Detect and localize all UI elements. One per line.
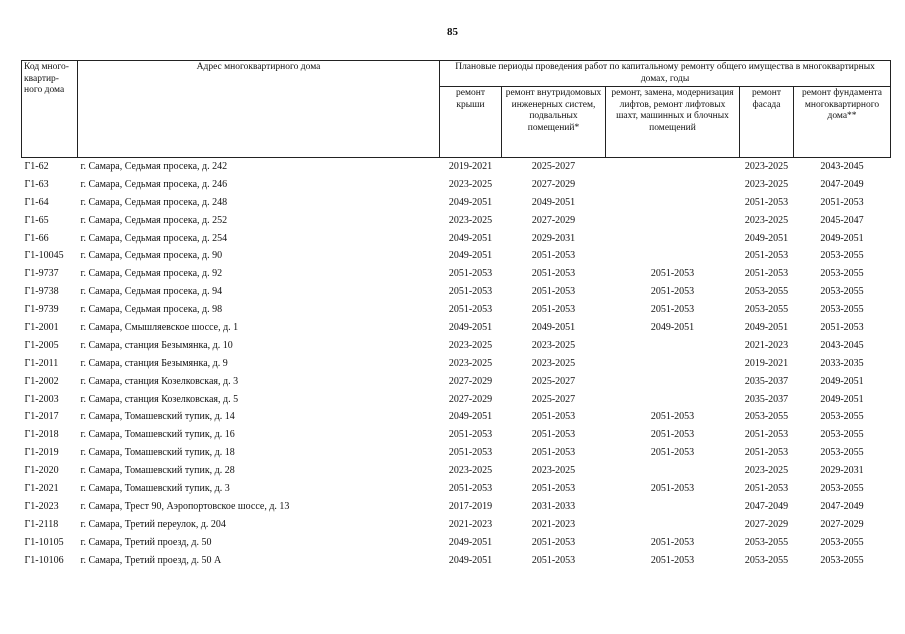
cell-code: Г1-9738	[24, 286, 59, 298]
cell-roof: 2049-2051	[448, 196, 493, 208]
cell-foundation: 2053-2055	[820, 304, 864, 316]
cell-lifts	[606, 516, 740, 534]
cell-facade: 2019-2021	[744, 357, 789, 369]
table-row	[22, 552, 891, 570]
table-row	[22, 462, 891, 480]
cell-facade: 2053-2055	[744, 304, 789, 316]
cell-roof: 2051-2053	[448, 286, 493, 298]
cell-address: г. Самара, Седьмая просека, д. 90	[80, 250, 223, 262]
cell-code: Г1-2019	[24, 447, 59, 459]
cell-foundation: 2053-2055	[820, 286, 864, 298]
cell-systems: 2051-2053	[531, 411, 576, 423]
cell-facade: 2023-2025	[744, 214, 789, 226]
header-lifts: ремонт, замена, модернизация лифтов, ремонт лифтовых шахт, машинных и блочных помещений	[606, 87, 740, 158]
cell-facade: 2035-2037	[744, 393, 789, 405]
table-row	[22, 247, 891, 265]
cell-foundation: 2043-2045	[820, 160, 864, 172]
cell-systems: 2025-2027	[531, 375, 576, 387]
cell-systems: 2049-2051	[531, 196, 576, 208]
cell-lifts	[606, 337, 740, 355]
cell-lifts	[606, 391, 740, 409]
table-row	[22, 176, 891, 194]
cell-address: г. Самара, Третий проезд, д. 50 А	[80, 554, 222, 566]
cell-foundation: 2049-2051	[820, 393, 864, 405]
cell-lifts: 2051-2053	[650, 482, 695, 494]
cell-roof: 2049-2051	[448, 411, 493, 423]
cell-code: Г1-62	[24, 160, 49, 172]
cell-roof: 2019-2021	[448, 160, 493, 172]
cell-roof: 2049-2051	[448, 250, 493, 262]
cell-facade: 2047-2049	[744, 500, 789, 512]
cell-address: г. Самара, Томашевский тупик, д. 3	[80, 482, 230, 494]
table-row	[22, 230, 891, 248]
table-row	[22, 301, 891, 319]
table-row	[22, 337, 891, 355]
cell-code: Г1-10105	[24, 536, 64, 548]
cell-foundation: 2053-2055	[820, 482, 864, 494]
cell-lifts	[606, 247, 740, 265]
cell-code: Г1-2003	[24, 393, 59, 405]
cell-foundation: 2043-2045	[820, 339, 864, 351]
cell-facade: 2053-2055	[744, 286, 789, 298]
cell-foundation: 2027-2029	[820, 518, 864, 530]
header-periods: Плановые периоды проведения работ по капитальному ремонту общего имущества в многоквартирных домах, годы	[440, 61, 891, 87]
cell-foundation: 2051-2053	[820, 196, 864, 208]
cell-systems: 2051-2053	[531, 429, 576, 441]
cell-systems: 2051-2053	[531, 554, 576, 566]
cell-facade: 2051-2053	[744, 250, 789, 262]
cell-systems: 2051-2053	[531, 447, 576, 459]
table-row	[22, 194, 891, 212]
table-row	[22, 480, 891, 498]
cell-address: г. Самара, Томашевский тупик, д. 28	[80, 465, 235, 477]
header-address: Адрес многоквартирного дома	[78, 61, 440, 158]
cell-lifts	[606, 462, 740, 480]
cell-lifts: 2051-2053	[650, 304, 695, 316]
cell-foundation: 2033-2035	[820, 357, 864, 369]
table-row	[22, 426, 891, 444]
cell-address: г. Самара, Третий проезд, д. 50	[80, 536, 212, 548]
table-row	[22, 373, 891, 391]
cell-lifts: 2049-2051	[650, 321, 695, 333]
cell-code: Г1-9737	[24, 268, 59, 280]
cell-roof: 2023-2025	[448, 357, 493, 369]
cell-lifts	[606, 355, 740, 373]
table-row	[22, 516, 891, 534]
cell-code: Г1-2020	[24, 465, 59, 477]
table-row	[22, 355, 891, 373]
cell-facade: 2035-2037	[744, 375, 789, 387]
cell-systems: 2049-2051	[531, 321, 576, 333]
cell-facade: 2053-2055	[744, 536, 789, 548]
cell-code: Г1-2018	[24, 429, 59, 441]
cell-roof: 2049-2051	[448, 321, 493, 333]
cell-foundation: 2045-2047	[820, 214, 864, 226]
cell-address: г. Самара, Томашевский тупик, д. 14	[80, 411, 235, 423]
cell-lifts: 2051-2053	[650, 447, 695, 459]
cell-roof: 2023-2025	[448, 214, 493, 226]
cell-address: г. Самара, Седьмая просека, д. 248	[80, 196, 228, 208]
cell-facade: 2023-2025	[744, 178, 789, 190]
table-row	[22, 444, 891, 462]
header-systems: ремонт внутридомовых инженерных систем, подвальных помещений*	[502, 87, 606, 158]
cell-facade: 2051-2053	[744, 447, 789, 459]
table-row	[22, 212, 891, 230]
cell-code: Г1-64	[24, 196, 49, 208]
cell-code: Г1-2023	[24, 500, 59, 512]
cell-systems: 2051-2053	[531, 250, 576, 262]
cell-address: г. Самара, Томашевский тупик, д. 18	[80, 447, 235, 459]
cell-systems: 2051-2053	[531, 286, 576, 298]
cell-roof: 2051-2053	[448, 304, 493, 316]
cell-roof: 2027-2029	[448, 375, 493, 387]
page-number: 85	[447, 26, 458, 38]
table-row	[22, 319, 891, 337]
cell-facade: 2051-2053	[744, 196, 789, 208]
cell-address: г. Самара, Томашевский тупик, д. 16	[80, 429, 235, 441]
header-roof: ремонт крыши	[440, 87, 502, 158]
cell-lifts	[606, 194, 740, 212]
cell-code: Г1-10106	[24, 554, 64, 566]
cell-roof: 2049-2051	[448, 232, 493, 244]
cell-roof: 2051-2053	[448, 447, 493, 459]
table-row	[22, 158, 891, 176]
cell-foundation: 2053-2055	[820, 536, 864, 548]
cell-address: г. Самара, Третий переулок, д. 204	[80, 518, 226, 530]
cell-roof: 2023-2025	[448, 339, 493, 351]
repair-schedule-table	[21, 60, 891, 569]
cell-lifts	[606, 373, 740, 391]
cell-systems: 2027-2029	[531, 214, 576, 226]
cell-code: Г1-9739	[24, 304, 59, 316]
table-row	[22, 498, 891, 516]
cell-systems: 2023-2025	[531, 339, 576, 351]
cell-code: Г1-65	[24, 214, 49, 226]
cell-facade: 2051-2053	[744, 268, 789, 280]
cell-address: г. Самара, станция Козелковская, д. 3	[80, 375, 239, 387]
cell-roof: 2023-2025	[448, 178, 493, 190]
cell-systems: 2021-2023	[531, 518, 576, 530]
table-row	[22, 391, 891, 409]
table-body	[22, 158, 891, 570]
cell-code: Г1-2011	[24, 357, 59, 369]
cell-address: г. Самара, Седьмая просека, д. 252	[80, 214, 228, 226]
cell-foundation: 2053-2055	[820, 250, 864, 262]
cell-facade: 2023-2025	[744, 160, 789, 172]
cell-foundation: 2053-2055	[820, 268, 864, 280]
cell-facade: 2049-2051	[744, 232, 789, 244]
cell-lifts	[606, 176, 740, 194]
cell-lifts	[606, 158, 740, 176]
cell-systems: 2031-2033	[531, 500, 576, 512]
cell-roof: 2051-2053	[448, 482, 493, 494]
cell-code: Г1-10045	[24, 250, 64, 262]
cell-facade: 2023-2025	[744, 465, 789, 477]
cell-systems: 2023-2025	[531, 357, 576, 369]
cell-address: г. Самара, Седьмая просека, д. 242	[80, 160, 228, 172]
table-row	[22, 265, 891, 283]
cell-address: г. Самара, Седьмая просека, д. 98	[80, 304, 223, 316]
header-facade: ремонт фасада	[740, 87, 794, 158]
cell-roof: 2017-2019	[448, 500, 493, 512]
cell-systems: 2023-2025	[531, 465, 576, 477]
cell-facade: 2051-2053	[744, 429, 789, 441]
cell-roof: 2023-2025	[448, 465, 493, 477]
cell-lifts	[606, 212, 740, 230]
cell-address: г. Самара, Седьмая просека, д. 246	[80, 178, 228, 190]
cell-foundation: 2053-2055	[820, 554, 864, 566]
cell-facade: 2027-2029	[744, 518, 789, 530]
cell-lifts: 2051-2053	[650, 429, 695, 441]
cell-roof: 2049-2051	[448, 554, 493, 566]
cell-foundation: 2047-2049	[820, 500, 864, 512]
table-row	[22, 283, 891, 301]
cell-lifts: 2051-2053	[650, 411, 695, 423]
cell-code: Г1-63	[24, 178, 49, 190]
cell-address: г. Самара, Седьмая просека, д. 92	[80, 268, 223, 280]
cell-systems: 2051-2053	[531, 536, 576, 548]
cell-address: г. Самара, Седьмая просека, д. 94	[80, 286, 223, 298]
cell-lifts: 2051-2053	[650, 268, 695, 280]
cell-foundation: 2049-2051	[820, 375, 864, 387]
cell-systems: 2051-2053	[531, 268, 576, 280]
cell-lifts	[606, 498, 740, 516]
cell-roof: 2027-2029	[448, 393, 493, 405]
cell-roof: 2049-2051	[448, 536, 493, 548]
cell-systems: 2025-2027	[531, 393, 576, 405]
cell-roof: 2021-2023	[448, 518, 493, 530]
cell-facade: 2053-2055	[744, 411, 789, 423]
cell-facade: 2053-2055	[744, 554, 789, 566]
cell-code: Г1-2005	[24, 339, 59, 351]
cell-foundation: 2029-2031	[820, 465, 864, 477]
cell-address: г. Самара, станция Безымянка, д. 9	[80, 357, 228, 369]
cell-systems: 2051-2053	[531, 482, 576, 494]
cell-foundation: 2053-2055	[820, 411, 864, 423]
cell-code: Г1-2001	[24, 321, 59, 333]
cell-lifts: 2051-2053	[650, 286, 695, 298]
cell-foundation: 2047-2049	[820, 178, 864, 190]
cell-lifts: 2051-2053	[650, 554, 695, 566]
cell-systems: 2025-2027	[531, 160, 576, 172]
cell-code: Г1-2118	[24, 518, 59, 530]
cell-roof: 2051-2053	[448, 429, 493, 441]
header-code: Код много-квартир-ного дома	[22, 61, 78, 158]
cell-foundation: 2051-2053	[820, 321, 864, 333]
cell-lifts	[606, 230, 740, 248]
cell-facade: 2049-2051	[744, 321, 789, 333]
cell-facade: 2021-2023	[744, 339, 789, 351]
cell-foundation: 2053-2055	[820, 447, 864, 459]
cell-address: г. Самара, Трест 90, Аэропортовское шоссе, д. 13	[80, 500, 290, 512]
cell-address: г. Самара, Смышляевское шоссе, д. 1	[80, 321, 239, 333]
cell-code: Г1-66	[24, 232, 49, 244]
cell-foundation: 2053-2055	[820, 429, 864, 441]
cell-foundation: 2049-2051	[820, 232, 864, 244]
cell-lifts: 2051-2053	[650, 536, 695, 548]
cell-roof: 2051-2053	[448, 268, 493, 280]
cell-code: Г1-2021	[24, 482, 59, 494]
cell-facade: 2051-2053	[744, 482, 789, 494]
cell-address: г. Самара, Седьмая просека, д. 254	[80, 232, 228, 244]
cell-systems: 2029-2031	[531, 232, 576, 244]
header-foundation: ремонт фундамента многоквартирного дома**	[794, 87, 891, 158]
table-row	[22, 408, 891, 426]
cell-code: Г1-2002	[24, 375, 59, 387]
cell-systems: 2027-2029	[531, 178, 576, 190]
cell-systems: 2051-2053	[531, 304, 576, 316]
cell-code: Г1-2017	[24, 411, 59, 423]
cell-address: г. Самара, станция Безымянка, д. 10	[80, 339, 233, 351]
cell-address: г. Самара, станция Козелковская, д. 5	[80, 393, 239, 405]
table-row	[22, 534, 891, 552]
